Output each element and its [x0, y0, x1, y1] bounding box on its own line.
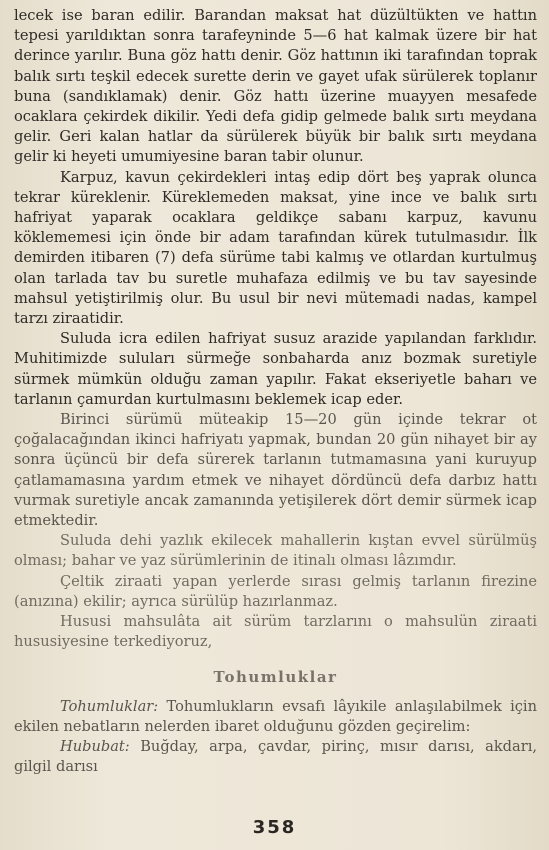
paragraph-yazlik: Suluda dehi yazlık ekilecek mahallerin kıştan evvel sürülmüş olması; bahar ve yaz sürümlerinin de itinalı olması lâzımdır. — [14, 532, 537, 570]
paragraph-sulu: Suluda icra edilen hafriyat susuz arazide yapılandan farklıdır. Muhitimizde suluları sürmeğe sonbaharda anız bozmak suretiyle sürmek mümkün olduğu zaman yapılır. Fakat ekseriyetle baharı ve tarlanın çamurdan kurtulmasını beklemek icap eder. — [14, 330, 537, 408]
paragraph-celtik: Çeltik ziraati yapan yerlerde sırası gelmiş tarlanın firezine (anızına) ekilir; ayrıca sürülüp hazırlanmaz. — [14, 572, 537, 610]
hububat-text: Buğday, arpa, çavdar, pirinç, mısır darısı, akdarı, gilgil darısı — [14, 738, 537, 776]
paragraph-baran: lecek ise baran edilir. Barandan maksat hat düzültükten ve hattın tepesi yarıldıktan sonra tarafeyninde 5—6 hat kalmak üzere bir hat derince yarılır. Buna göz hattı denir. Göz hattının iki tarafından toprak balık sırtı teşkil edecek surette derin ve gayet ufak sürülerek toplanır buna (sandıklamak) denir. Göz hattı üzerine muayyen mesafede ocaklara çekirdek dikilir. Yedi defa gidip gelmede balık sırtı meydana gelir. Geri kalan hatlar da sürülerek büyük bir balık sırtı meydana gelir ki heyeti umumiyesine baran tabir olunur. — [14, 7, 537, 166]
paragraph-tohumluklar — [14, 697, 537, 737]
paragraph-karpuz: Karpuz, kavun çekirdekleri intaş edip dört beş yaprak olunca tekrar küreklenir. Küreklemeden maksat, yine ince ve balık sırtı hafriyat yaparak ocaklara geldikçe sabanı karpuz, kavunu köklememesi için önde bir adam tarafından kürek tutulmasıdır. İlk demirden itibaren (7) defa sürüme tabi kalmış ve otlardan kurtulmuş olan tarlada tav bu suretle muhafaza edilmiş ve bu tav sayesinde mahsul yetiştirilmiş olur. Bu usul bir nevi mütemadi nadas, kampel tarzı ziraatidir. — [14, 168, 537, 328]
hububat-lead: Hububat: — [60, 738, 130, 756]
page-body — [14, 6, 537, 778]
page-number: 358 — [252, 817, 297, 838]
paragraph-hububat — [14, 737, 537, 777]
paragraph-hususi: Hususi mahsulâta ait sürüm tarzlarını o mahsulün ziraati hususiyesine terkediyoruz, — [14, 613, 537, 651]
section-heading: Tohumluklar — [213, 667, 338, 686]
paragraph-birinci-surum: Birinci sürümü müteakip 15—20 gün içinde tekrar ot çoğalacağından ikinci hafriyatı yapmak, bundan 20 gün nihayet bir ay sonra üçüncü bir defa sürerek tarlanın tutmamasına yani kuruyup çatlamamasına yardım etmek ve nihayet dördüncü defa darbız hattı vurmak suretiyle ancak zamanında yetişilerek dört demir sürmek icap etmektedir. — [14, 411, 537, 530]
tohumluklar-lead: Tohumluklar: — [60, 697, 159, 715]
tohumluklar-text: Tohumlukların evsafı lâyıkile anlaşılabilmek için ekilen nebatların nelerden ibaret olduğunu gözden geçirelim: — [14, 697, 537, 735]
